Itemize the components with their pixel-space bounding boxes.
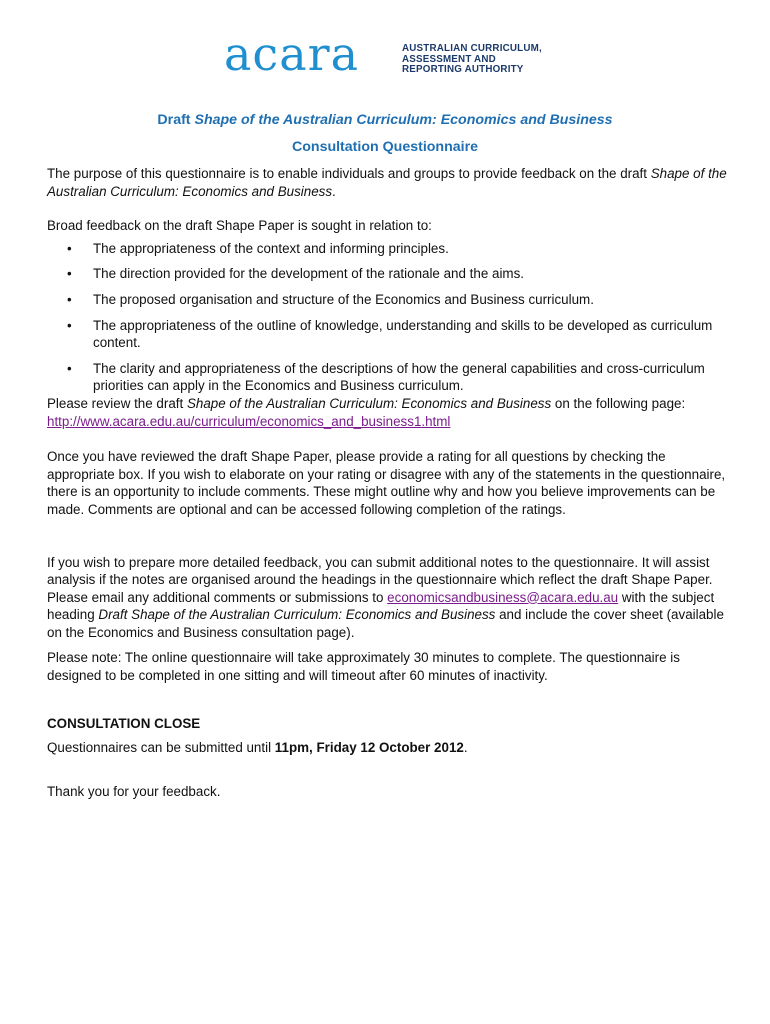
- document-title: [0, 112, 770, 130]
- bullet-icon: •: [67, 240, 72, 256]
- detailed-text-3: and include the cover sheet (available on the Economics and Business consultation page).: [47, 607, 724, 640]
- list-item: [47, 265, 727, 283]
- purpose-italic: Shape of the Australian Curriculum: Economics and Business: [47, 166, 727, 199]
- list-item: [47, 240, 727, 258]
- acara-logo: [224, 27, 554, 84]
- email-link[interactable]: economicsandbusiness@acara.edu.au: [387, 589, 619, 605]
- title-prefix: Draft: [157, 112, 191, 128]
- list-item-text: The clarity and appropriateness of the descriptions of how the general capabilities and cross-curriculum priorities can apply in the Economics and Business curriculum.: [93, 360, 705, 394]
- bullet-icon: •: [67, 291, 72, 307]
- review-paragraph: [47, 395, 727, 430]
- list-item-text: The direction provided for the development of the rationale and the aims.: [93, 266, 524, 282]
- logo-line-2: ASSESSMENT AND: [402, 53, 496, 65]
- consultation-close-paragraph: [47, 739, 727, 757]
- close-text: Questionnaires can be submitted until: [47, 740, 272, 756]
- detailed-text-2: with the subject heading: [47, 589, 715, 623]
- purpose-end: .: [332, 183, 336, 199]
- review-text-1: Please review the draft: [47, 395, 184, 411]
- detailed-italic: Draft Shape of the Australian Curriculum: Economics and Business: [98, 607, 496, 623]
- purpose-text: The purpose of this questionnaire is to enable individuals and groups to provide feedback on the draft: [47, 166, 647, 181]
- document-subtitle: Consultation Questionnaire: [291, 139, 479, 155]
- document-body: [47, 165, 727, 800]
- list-item-text: The proposed organisation and structure of the Economics and Business curriculum.: [93, 291, 594, 307]
- close-end: .: [463, 740, 468, 756]
- consultation-close-heading: CONSULTATION CLOSE: [47, 715, 201, 731]
- detailed-to: to: [372, 589, 384, 605]
- detailed-text-1: If you wish to prepare more detailed feedback, you can submit additional notes to the questionnaire. It will assist analysis if the notes are organised around the headings in the questionnaire which reflect the draft Shape Paper. Please email any additional comments or submissions: [47, 554, 713, 605]
- logo-line-3: REPORTING AUTHORITY: [402, 64, 524, 76]
- list-item: [47, 317, 727, 352]
- logo-wordmark: acara: [224, 27, 360, 81]
- rating-paragraph: Once you have reviewed the draft Shape Paper, please provide a rating for all questions by checking the appropriate box. If you wish to elaborate on your rating or disagree with any of the statements in the questionnaire, there is an opportunity to include comments. These might outline why and how you believe improvements can be made. Comments are optional and can be accessed following completion of the ratings.: [47, 449, 726, 517]
- list-item: [47, 291, 727, 309]
- bullet-icon: •: [67, 360, 72, 376]
- close-deadline: 11pm, Friday 12 October 2012: [274, 740, 464, 756]
- detailed-feedback-paragraph: [47, 554, 727, 642]
- bullet-icon: •: [67, 266, 72, 282]
- feedback-list: [47, 240, 727, 395]
- list-item-text: The appropriateness of the context and informing principles.: [93, 240, 449, 256]
- bullet-icon: •: [67, 317, 72, 333]
- list-item-text: The appropriateness of the outline of knowledge, understanding and skills to be developed as curriculum content.: [93, 317, 713, 351]
- logo-line-1: AUSTRALIAN CURRICULUM,: [402, 43, 542, 54]
- review-italic: Shape of the Australian Curriculum: Economics and Business: [186, 395, 552, 411]
- review-text-2: on the following page:: [554, 395, 686, 411]
- broad-feedback-intro: Broad feedback on the draft Shape Paper is sought in relation to:: [47, 218, 432, 234]
- title-italic: Shape of the Australian Curriculum: Economics and Business: [194, 112, 613, 128]
- purpose-paragraph: [47, 165, 727, 200]
- note-paragraph: Please note: The online questionnaire will take approximately 30 minutes to complete. The questionnaire is designed to be completed in one sitting and will timeout after 60 minutes of inactivity.: [47, 650, 680, 684]
- list-item: [47, 360, 727, 395]
- logo-organisation-name: [402, 44, 562, 76]
- shape-paper-link[interactable]: http://www.acara.edu.au/curriculum/economics_and_business1.html: [47, 413, 451, 429]
- thanks-paragraph: Thank you for your feedback.: [47, 783, 221, 799]
